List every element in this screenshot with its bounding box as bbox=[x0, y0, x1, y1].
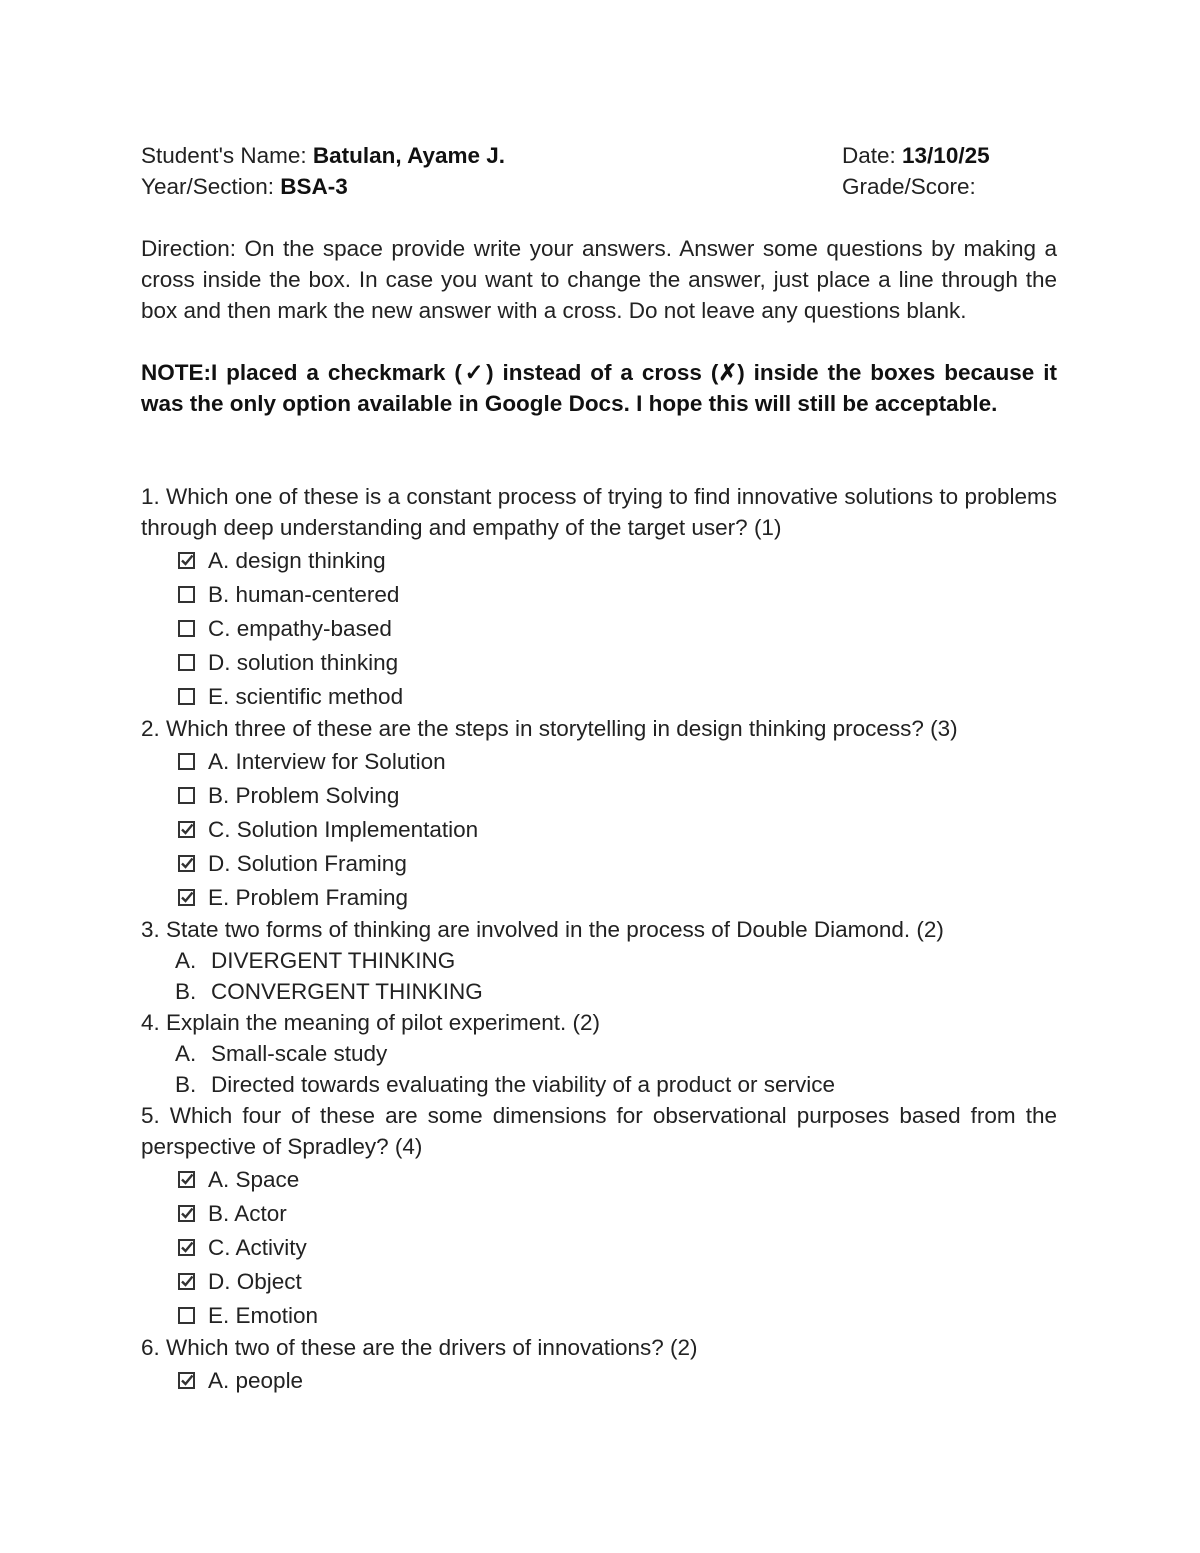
checkbox-checked-icon[interactable] bbox=[178, 1273, 195, 1290]
checkbox-checked-icon[interactable] bbox=[178, 1372, 195, 1389]
option-item[interactable] bbox=[141, 880, 1057, 914]
question-text: 2. Which three of these are the steps in storytelling in design thinking process? (3) bbox=[141, 716, 958, 741]
checkbox-checked-icon[interactable] bbox=[178, 821, 195, 838]
answer-item bbox=[141, 945, 1057, 976]
checkbox-unchecked-icon[interactable] bbox=[178, 586, 195, 603]
checkbox-unchecked-icon[interactable] bbox=[178, 688, 195, 705]
year-section-label: Year/Section: bbox=[141, 174, 281, 199]
option-label: B. Problem Solving bbox=[208, 782, 400, 808]
answer-text: Small-scale study bbox=[211, 1041, 388, 1066]
option-label: D. Object bbox=[208, 1268, 302, 1294]
direction-paragraph: Direction: On the space provide write your answers. Answer some questions by making a cross inside the box. In case you want to change the answer, just place a line through the box and then mark the new answer with a cross. Do not leave any questions blank. bbox=[141, 236, 1057, 323]
question-text: 1. Which one of these is a constant process of trying to find innovative solutions to problems through deep understanding and empathy of the target user? (1) bbox=[141, 484, 1057, 540]
question-1 bbox=[141, 481, 1057, 713]
option-item[interactable] bbox=[141, 1264, 1057, 1298]
option-item[interactable] bbox=[141, 1196, 1057, 1230]
document-page bbox=[141, 140, 1057, 1397]
option-item[interactable] bbox=[141, 846, 1057, 880]
checkbox-checked-icon[interactable] bbox=[178, 1171, 195, 1188]
option-item[interactable] bbox=[141, 577, 1057, 611]
checkbox-checked-icon[interactable] bbox=[178, 1205, 195, 1222]
option-label: C. empathy-based bbox=[208, 615, 392, 641]
option-item[interactable] bbox=[141, 778, 1057, 812]
option-item[interactable] bbox=[141, 611, 1057, 645]
answer-text: CONVERGENT THINKING bbox=[211, 979, 483, 1004]
student-name-value: Batulan, Ayame J. bbox=[312, 143, 506, 168]
header-row-1 bbox=[141, 140, 1057, 171]
option-label: E. scientific method bbox=[208, 683, 404, 709]
question-text: 3. State two forms of thinking are involved in the process of Double Diamond. (2) bbox=[141, 917, 944, 942]
option-label: B. human-centered bbox=[208, 581, 400, 607]
option-label: E. Problem Framing bbox=[208, 884, 409, 910]
question-3 bbox=[141, 914, 1057, 1007]
checkbox-checked-icon[interactable] bbox=[178, 552, 195, 569]
option-label: E. Emotion bbox=[208, 1302, 319, 1328]
option-label: C. Activity bbox=[208, 1234, 307, 1260]
answer-item bbox=[141, 1038, 1057, 1069]
option-item[interactable] bbox=[141, 1162, 1057, 1196]
question-text: 6. Which two of these are the drivers of innovations? (2) bbox=[141, 1335, 698, 1360]
date-field bbox=[842, 140, 990, 171]
question-text: 4. Explain the meaning of pilot experiment. (2) bbox=[141, 1010, 600, 1035]
year-section-value: BSA-3 bbox=[280, 174, 348, 199]
question-text: 5. Which four of these are some dimensions for observational purposes based from the perspective of Spradley? (4) bbox=[141, 1103, 1057, 1159]
question-5 bbox=[141, 1100, 1057, 1332]
date-value: 13/10/25 bbox=[902, 143, 990, 168]
option-item[interactable] bbox=[141, 645, 1057, 679]
option-label: A. Interview for Solution bbox=[208, 748, 446, 774]
option-label: A. design thinking bbox=[208, 547, 386, 573]
header-row-2 bbox=[141, 171, 1057, 202]
question-4 bbox=[141, 1007, 1057, 1100]
answer-item bbox=[141, 976, 1057, 1007]
answer-item bbox=[141, 1069, 1057, 1100]
option-item[interactable] bbox=[141, 1363, 1057, 1397]
option-item[interactable] bbox=[141, 679, 1057, 713]
answer-letter: A. bbox=[175, 948, 197, 973]
checkbox-unchecked-icon[interactable] bbox=[178, 654, 195, 671]
option-label: D. solution thinking bbox=[208, 649, 399, 675]
answer-letter: A. bbox=[175, 1041, 197, 1066]
option-label: B. Actor bbox=[208, 1200, 287, 1226]
checkbox-unchecked-icon[interactable] bbox=[178, 1307, 195, 1324]
year-section-field bbox=[141, 171, 842, 202]
answer-text: DIVERGENT THINKING bbox=[211, 948, 456, 973]
option-label: C. Solution Implementation bbox=[208, 816, 479, 842]
option-label: D. Solution Framing bbox=[208, 850, 407, 876]
grade-score-field bbox=[842, 171, 976, 202]
option-item[interactable] bbox=[141, 812, 1057, 846]
option-item[interactable] bbox=[141, 1298, 1057, 1332]
checkbox-unchecked-icon[interactable] bbox=[178, 787, 195, 804]
answer-letter: B. bbox=[175, 979, 197, 1004]
option-label: A. Space bbox=[208, 1166, 300, 1192]
question-list bbox=[141, 481, 1057, 1397]
student-name-label: Student's Name: bbox=[141, 143, 313, 168]
student-name-field bbox=[141, 140, 842, 171]
checkbox-checked-icon[interactable] bbox=[178, 889, 195, 906]
checkbox-unchecked-icon[interactable] bbox=[178, 753, 195, 770]
checkbox-unchecked-icon[interactable] bbox=[178, 620, 195, 637]
question-6 bbox=[141, 1332, 1057, 1397]
note-paragraph: NOTE:I placed a checkmark (✓) instead of a cross (✗) inside the boxes because it was the only option available in Google Docs. I hope this will still be acceptable. bbox=[141, 360, 1057, 416]
question-2 bbox=[141, 713, 1057, 914]
grade-score-label: Grade/Score: bbox=[842, 174, 976, 199]
option-label: A. people bbox=[208, 1367, 304, 1393]
answer-letter: B. bbox=[175, 1072, 197, 1097]
answer-text: Directed towards evaluating the viability of a product or service bbox=[211, 1072, 836, 1097]
checkbox-checked-icon[interactable] bbox=[178, 855, 195, 872]
checkbox-checked-icon[interactable] bbox=[178, 1239, 195, 1256]
date-label: Date: bbox=[842, 143, 903, 168]
option-item[interactable] bbox=[141, 744, 1057, 778]
option-item[interactable] bbox=[141, 543, 1057, 577]
option-item[interactable] bbox=[141, 1230, 1057, 1264]
